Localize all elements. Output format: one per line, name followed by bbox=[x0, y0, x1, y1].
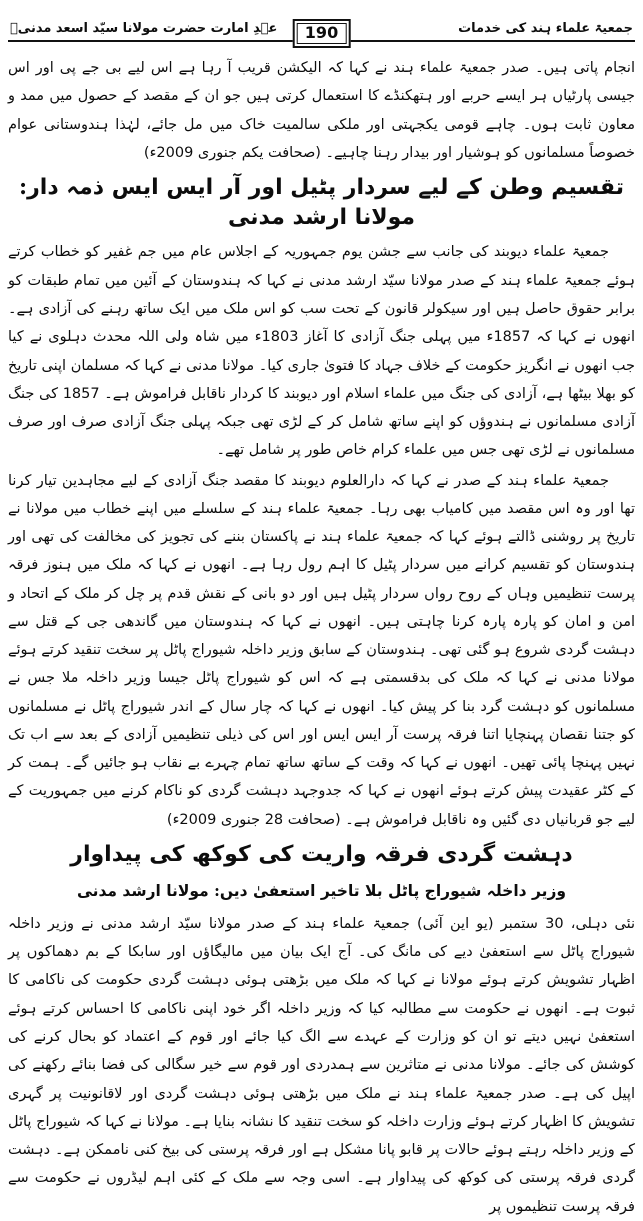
article-body bbox=[8, 54, 635, 1221]
heading-terrorism-product: دہشت گردی فرقہ واریت کی کوکھ کی پیداوار bbox=[70, 841, 573, 868]
chapter-title: عہدِ امارت حضرت مولانا سیّد اسعد مدنیؒ bbox=[10, 21, 278, 36]
running-header bbox=[8, 6, 635, 50]
resign-paragraph-text: نئی دہلی، 30 ستمبر (یو این آئی) جمعیۃ علماء ہند کے صدر مولانا سیّد ارشد مدنی نے وزیر داخلہ شیوراج پاٹل سے استعفیٰ دیے کی مانگ کی۔ آج ایک بیان میں مالیگاؤں اور سابکا کے بم دھماکوں پر اظہار تشویش کرتے ہوئے مولانا نے کہا کہ ملک میں بڑھتی ہوئی دہشت گردی حکومت کی ناکامی کا ثبوت ہے۔ انھوں نے حکومت سے مطالبہ کیا کہ وزیر داخلہ اگر خود اپنی ناکامی کا احساس کرتے ہوئے استعفیٰ نہیں دیتے تو ان کو وزارت کے عہدے سے الگ کیا جائے اور قوم کے اعتماد کو بحال کرنے کی کوشش کی جائے۔ مولانا مدنی نے متاثرین سے ہمدردی اور قوم سے خیر سگالی کی فضا بنائے رکھنے کی اپیل کی ہے۔ صدر جمعیۃ علماء ہند نے ملک میں بڑھتی ہوئی دہشت گردی اور لاقانونیت پر گہری تشویش کا اظہار کرتے ہوئے وزارت داخلہ کو سخت تنقید کا نشانہ بنایا ہے۔ مولانا نے کہا کہ شیوراج پاٹل کے وزیر داخلہ رہتے ہوئے حالات پر قابو پانا مشکل ہے اور فرقہ پرستی کی بیخ کنی ناممکن ہے۔ دہشت گردی فرقہ پرستی کی کوکھ کی پیداوار ہے۔ اسی وجہ سے ملک کے کئی اہم لیڈروں نے حکومت سے فرقہ پرست تنظیموں پر bbox=[8, 915, 635, 1215]
speech-paragraph-2 bbox=[8, 467, 635, 834]
resign-paragraph bbox=[8, 910, 635, 1221]
intro-paragraph-text: انجام پاتی ہیں۔ صدر جمعیۃ علماء ہند نے کہا کہ الیکشن قریب آ رہا ہے اس لیے بی جے پی اور اس جیسی پارٹیاں ہر ایسے حربے اور ہتھکنڈے کا استعمال کرتی ہیں جو ان کے مقصد کے حصول میں ممد و معاون ثابت ہوں۔ چاہے قومی یکجہتی اور ملکی سالمیت خاک میں مل جائے، لہٰذا ہندوستانی عوام خصوصاً مسلمانوں کو ہوشیار اور بیدار رہنا چاہیے۔ bbox=[8, 60, 635, 161]
subheading-patil-resign: وزیر داخلہ شیوراج پاٹل بلا تاخیر استعفیٰ دیں: مولانا ارشد مدنی bbox=[76, 880, 567, 900]
intro-paragraph bbox=[8, 54, 635, 167]
speech-paragraph-2-date: (صحافت 28 جنوری 2009ء) bbox=[166, 811, 341, 828]
speech-paragraph-1 bbox=[8, 238, 635, 464]
speech-paragraph-2-text: جمعیۃ علماء ہند کے صدر نے کہا کہ دارالعلوم دیوبند کا مقصد جنگ آزادی کے لیے مجاہدین تیار کرنا تھا اور وہ اس مقصد میں کامیاب بھی رہا۔ جمعیۃ علماء ہند کے سلسلے میں اپنے خطاب میں مولانا نے تاریخ پر روشنی ڈالتے ہوئے کہا کہ جمعیۃ علماء ہند نے پاکستان بننے کی تجویز کی مخالفت کی تھی اور ہندوستان کو تقسیم کرانے میں سردار پٹیل کا اہم رول رہا ہے۔ انھوں نے کہا کہ ملک میں ہنوز فرقہ پرست تنظیمیں وہاں کے روح رواں سردار پٹیل ہیں اور دو بانی کے نقش قدم پر چل کر ملک کے اتحاد و امن و امان کو پارہ پارہ کرنا چاہتی ہیں۔ انھوں نے کہا کہ ہندوستان میں گاندھی جی کے قتل سے دہشت گردی شروع ہو گئی تھی۔ ہندوستان کے سابق وزیر داخلہ شیوراج پاٹل پر سخت تنقید کرتے ہوئے مولانا مدنی نے کہا کہ ملک کی بدقسمتی ہے کہ اس کو شیوراج پاٹل جیسا وزیر داخلہ ملا جس نے مسلمانوں کو دہشت گرد بنا کر پیش کیا۔ انھوں نے کہا کہ چار سال کے اندر شیوراج پاٹل نے مسلمانوں کو جتنا نقصان پہنچایا اتنا فرقہ پرست آر ایس ایس اور اس کی ذیلی تنظیمیں آزادی کے بعد سے اب تک نہیں پہنچا پائی تھیں۔ انھوں نے کہا کہ وقت کے ساتھ ساتھ تمام چہرے بے نقاب ہو جائیں گے۔ ہمت کر کے کٹر عقیدت پیش کرتے ہوئے انھوں نے کہا کہ جدوجہد دہشت گردی کو ناکام کرنے میں جمہوریت کے لیے جو قربانیاں دی گئیں وہ ناقابل فراموش ہے۔ bbox=[8, 472, 635, 828]
book-title: جمعیۃ علماء ہند کی خدمات bbox=[458, 21, 633, 36]
intro-paragraph-date: (صحافت یکم جنوری 2009ء) bbox=[143, 144, 321, 161]
page-number-box bbox=[293, 19, 350, 48]
speech-paragraph-1-text: جمعیۃ علماء دیوبند کی جانب سے جشن یوم جمہوریہ کے اجلاس عام میں جم غفیر کو خطاب کرتے ہوئے جمعیۃ علماء ہند کے صدر مولانا سیّد ارشد مدنی نے کہا کہ ہندوستان کے آئین میں تمام طبقات کو برابر حقوق حاصل ہیں اور سیکولر قانون کے تحت سب کو اس ملک میں ایک ساتھ رہنے کی آزادی ہے۔ انھوں نے کہا کہ 1857ء میں پہلی جنگ آزادی کا آغاز 1803ء میں شاہ ولی اللہ محدث دہلوی نے کیا جب انھوں نے انگریز حکومت کے خلاف جہاد کا فتویٰ جاری کیا۔ مولانا مدنی نے کہا کہ مسلمان اپنی تاریخ کو بھلا بیٹھا ہے، آزادی کی جنگ میں علماء اسلام اور دیوبند کا کردار ناقابل فراموش ہے۔ 1857 کی جنگ آزادی مسلمانوں نے ہندوؤں کو اپنے ساتھ شامل کر کے لڑی تھی جبکہ پہلی جنگ آزادی صرف اور صرف مسلمانوں نے لڑی تھی جس میں علماء کرام خاص طور پر شامل تھے۔ bbox=[8, 244, 635, 459]
heading-partition-responsibility: تقسیم وطن کے لیے سردار پٹیل اور آر ایس ایس ذمہ دار: مولانا ارشد مدنی bbox=[19, 174, 624, 230]
page-number: 190 bbox=[297, 23, 346, 44]
